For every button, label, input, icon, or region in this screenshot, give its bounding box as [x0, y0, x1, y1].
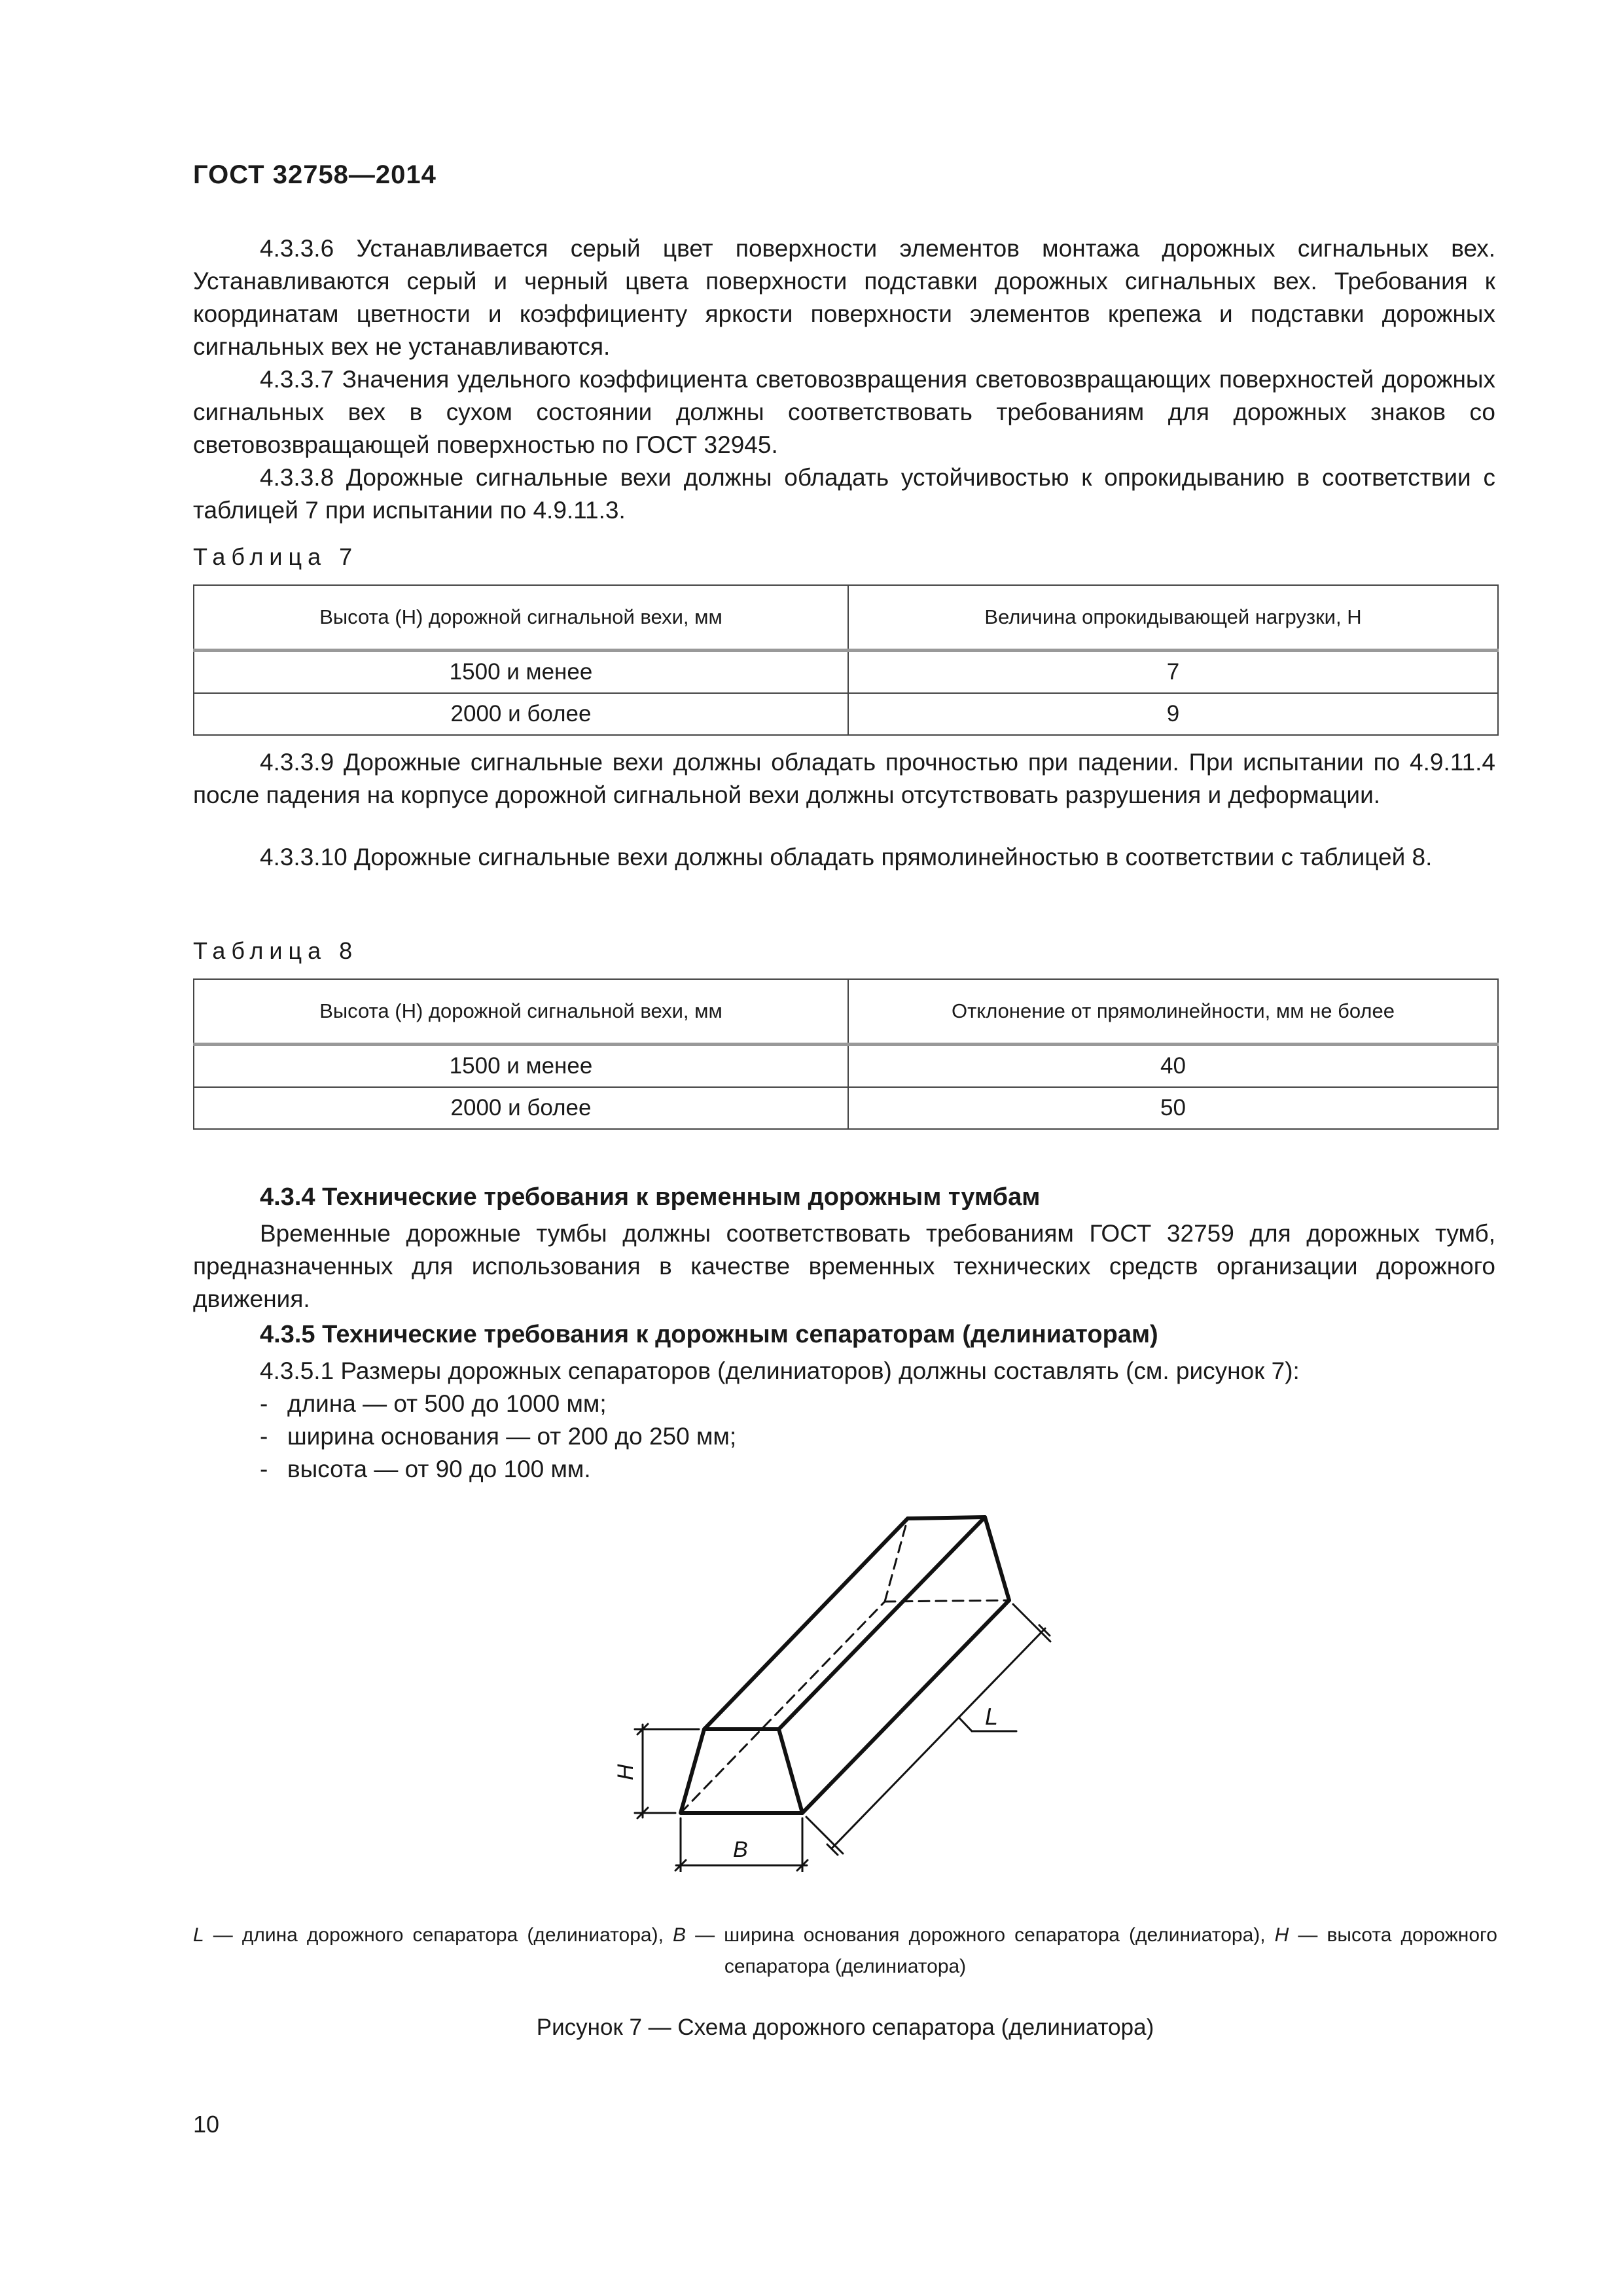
- list-item: - высота — от 90 до 100 мм.: [260, 1453, 736, 1486]
- table-cell: 2000 и более: [194, 1087, 848, 1129]
- table-row: [194, 693, 1498, 735]
- back-right-edge: [985, 1517, 1009, 1600]
- dimensions-list: [260, 1388, 736, 1486]
- figure-legend: [193, 1920, 1497, 1982]
- table-cell: 2000 и более: [194, 693, 848, 735]
- legend-symbol: B: [672, 1924, 686, 1946]
- table-cell: 1500 и менее: [194, 651, 848, 694]
- legend-symbol: H: [1274, 1924, 1289, 1946]
- legend-symbol: L: [193, 1924, 204, 1946]
- section-heading-4-3-4: 4.3.4 Технические требования к временным дорожным тумбам: [260, 1183, 1041, 1211]
- list-item: - ширина основания — от 200 до 250 мм;: [260, 1420, 736, 1453]
- table-cell: 7: [848, 651, 1498, 694]
- table-cell: 9: [848, 693, 1498, 735]
- table-row: [194, 651, 1498, 694]
- bottom-right-edge: [802, 1600, 1009, 1813]
- legend-text: — ширина основания дорожного сепаратора (делиниатора),: [686, 1924, 1275, 1946]
- table-8-caption: Таблица 8: [193, 937, 359, 964]
- table-row: [194, 1087, 1498, 1129]
- top-right-edge: [779, 1517, 985, 1729]
- section-heading-4-3-5: 4.3.5 Технические требования к дорожным сепараторам (делиниаторам): [260, 1321, 1158, 1348]
- separator-diagram: [609, 1505, 1106, 1872]
- paragraph-4-3-3-9: 4.3.3.9 Дорожные сигнальные вехи должны обладать прочностью при падении. При испытании по 4.9.11.4 после падения на корпусе дорожной сигнальной вехи должны отсутствовать разрушения и деформации.: [193, 749, 1495, 808]
- table-7: [193, 584, 1499, 736]
- table-cell: 1500 и менее: [194, 1045, 848, 1088]
- table-header-cell: Отклонение от прямолинейности, мм не более: [848, 979, 1498, 1045]
- length-dimension: [806, 1604, 1050, 1855]
- paragraph-4-3-5-1: 4.3.5.1 Размеры дорожных сепараторов (делиниаторов) должны составлять (см. рисунок 7):: [260, 1357, 1300, 1384]
- document-header: ГОСТ 32758—2014: [193, 160, 437, 189]
- figure-caption: Рисунок 7 — Схема дорожного сепаратора (делиниатора): [536, 2015, 1154, 2040]
- back-top-edge: [908, 1517, 985, 1518]
- front-face: [681, 1729, 802, 1813]
- label-L: L: [985, 1703, 999, 1730]
- table-header-cell: Величина опрокидывающей нагрузки, Н: [848, 585, 1498, 651]
- paragraph-4-3-3-8: 4.3.3.8 Дорожные сигнальные вехи должны обладать устойчивостью к опрокидыванию в соответствии с таблицей 7 при испытании по 4.9.11.3.: [193, 464, 1495, 524]
- label-H: H: [613, 1764, 638, 1780]
- height-dimension: [635, 1724, 699, 1818]
- table-7-caption: Таблица 7: [193, 543, 359, 570]
- paragraph-4-3-4: Временные дорожные тумбы должны соответствовать требованиям ГОСТ 32759 для дорожных тумб, предназначенных для использования в качестве временных технических средств организации дорожного движения.: [193, 1220, 1495, 1312]
- table-cell: 50: [848, 1087, 1498, 1129]
- paragraph-4-3-3-10: 4.3.3.10 Дорожные сигнальные вехи должны обладать прямолинейностью в соответствии с таблицей 8.: [260, 844, 1433, 870]
- table-header-cell: Высота (Н) дорожной сигнальной вехи, мм: [194, 979, 848, 1045]
- top-left-edge: [704, 1518, 908, 1729]
- table-8: [193, 978, 1499, 1130]
- page-number: 10: [193, 2111, 220, 2138]
- table-header-cell: Высота (Н) дорожной сигнальной вехи, мм: [194, 585, 848, 651]
- list-item: - длина — от 500 до 1000 мм;: [260, 1388, 736, 1420]
- legend-text: — длина дорожного сепаратора (делиниатора),: [204, 1924, 673, 1946]
- table-header-row: [194, 585, 1498, 651]
- paragraph-4-3-3-6: 4.3.3.6 Устанавливается серый цвет поверхности элементов монтажа дорожных сигнальных вех. Устанавливаются серый и черный цвета поверхности подставки дорожных сигнальных вех. Требования к координатам цветности и коэффициенту яркости поверхности элементов крепежа и подставки дорожных сигнальных вех не устанавливаются.: [193, 235, 1495, 360]
- table-row: [194, 1045, 1498, 1088]
- table-header-row: [194, 979, 1498, 1045]
- legend-text: — высота дорожного сепаратора (делиниатора): [724, 1924, 1497, 1977]
- table-cell: 40: [848, 1045, 1498, 1088]
- paragraph-4-3-3-7: 4.3.3.7 Значения удельного коэффициента световозвращения световозвращающих поверхностей дорожных сигнальных вех в сухом состоянии должны соответствовать требованиям для дорожных знаков со световозвращающей поверхностью по ГОСТ 32945.: [193, 366, 1495, 458]
- label-B: B: [733, 1837, 748, 1862]
